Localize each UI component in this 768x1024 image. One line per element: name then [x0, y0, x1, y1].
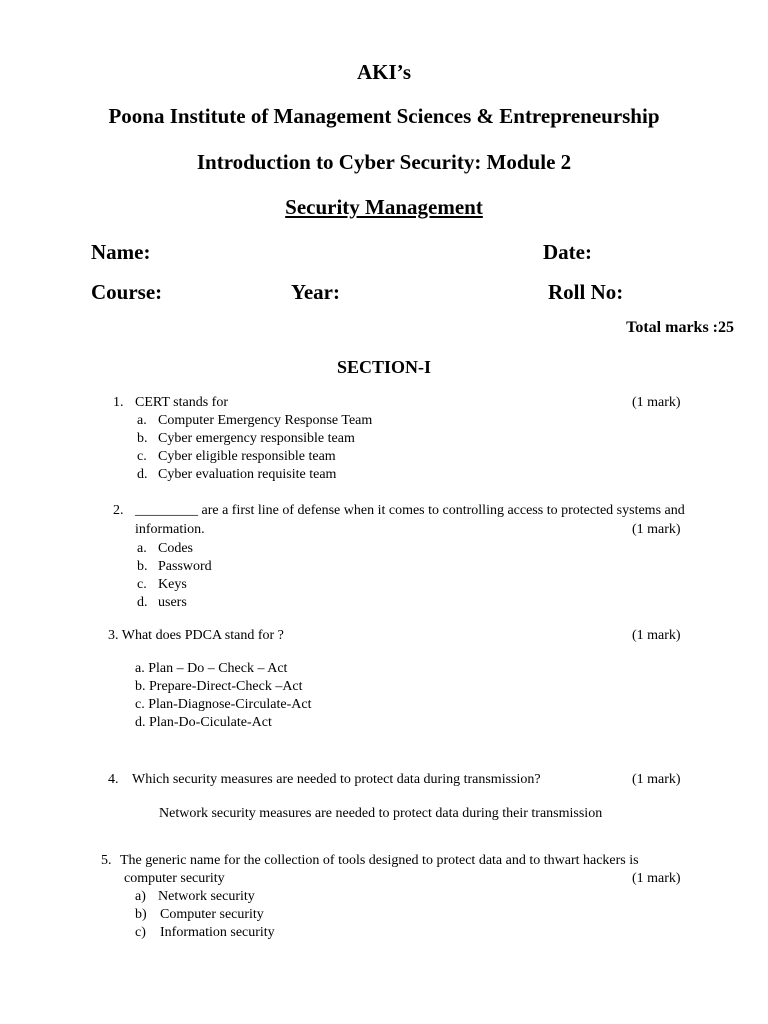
- question-text: CERT stands for: [135, 395, 229, 410]
- topic-title: Security Management: [285, 195, 483, 219]
- question-number: 2.: [113, 503, 124, 518]
- course-label: Course:: [91, 280, 163, 304]
- question-mark: (1 mark): [632, 871, 681, 886]
- option-text: Password: [158, 559, 212, 574]
- section-title: SECTION-I: [336, 357, 432, 377]
- option-letter: c.: [137, 449, 147, 464]
- option-letter: a.: [137, 413, 147, 428]
- option-text: Codes: [158, 541, 193, 556]
- question-number: 1.: [113, 395, 124, 410]
- option-letter: d.: [137, 467, 148, 482]
- name-label: Name:: [91, 240, 151, 264]
- option-letter: c.: [137, 577, 147, 592]
- roll-no-label: Roll No:: [548, 280, 624, 304]
- answer-text: Network security measures are needed to protect data during their transmission: [159, 806, 603, 821]
- option-text: Computer security: [160, 907, 264, 922]
- option-text: Information security: [160, 925, 275, 940]
- option-text: a. Plan – Do – Check – Act: [135, 661, 288, 676]
- question-text: The generic name for the collection of tools designed to protect data and to thwart hackers is: [120, 853, 639, 868]
- course-title: Introduction to Cyber Security: Module 2: [196, 150, 572, 174]
- option-text: b. Prepare-Direct-Check –Act: [135, 679, 303, 694]
- option-letter: b.: [137, 431, 148, 446]
- year-label: Year:: [291, 280, 340, 304]
- question-text-continued: information.: [135, 522, 205, 537]
- option-text: users: [158, 595, 187, 610]
- option-letter: d.: [137, 595, 148, 610]
- option-letter: b.: [137, 559, 148, 574]
- question-text-continued: computer security: [124, 871, 225, 886]
- question-mark: (1 mark): [632, 772, 681, 787]
- option-text: d. Plan-Do-Ciculate-Act: [135, 715, 272, 730]
- question-number: 4.: [108, 772, 119, 787]
- date-label: Date:: [543, 240, 592, 264]
- question-number: 5.: [101, 853, 112, 868]
- option-letter: a): [135, 889, 146, 904]
- option-letter: b): [135, 907, 147, 922]
- question-text: 3. What does PDCA stand for ?: [108, 628, 284, 643]
- option-text: Cyber evaluation requisite team: [158, 467, 337, 482]
- option-text: Keys: [158, 577, 187, 592]
- question-mark: (1 mark): [632, 522, 681, 537]
- question-mark: (1 mark): [632, 628, 681, 643]
- option-letter: a.: [137, 541, 147, 556]
- option-text: Cyber eligible responsible team: [158, 449, 336, 464]
- option-text: Network security: [158, 889, 255, 904]
- org-name: AKI’s: [356, 60, 412, 84]
- answer-blank: _________: [135, 503, 198, 518]
- total-marks: Total marks :25: [626, 319, 734, 336]
- option-letter: c): [135, 925, 146, 940]
- question-text: [135, 503, 685, 519]
- question-mark: (1 mark): [632, 395, 681, 410]
- option-text: Cyber emergency responsible team: [158, 431, 355, 446]
- question-text-rest: are a first line of defense when it comes to controlling access to protected systems and: [198, 503, 685, 518]
- institute-name: Poona Institute of Management Sciences & Entrepreneurship: [108, 104, 660, 128]
- option-text: c. Plan-Diagnose-Circulate-Act: [135, 697, 312, 712]
- option-text: Computer Emergency Response Team: [158, 413, 373, 428]
- question-text: Which security measures are needed to protect data during transmission?: [132, 772, 541, 787]
